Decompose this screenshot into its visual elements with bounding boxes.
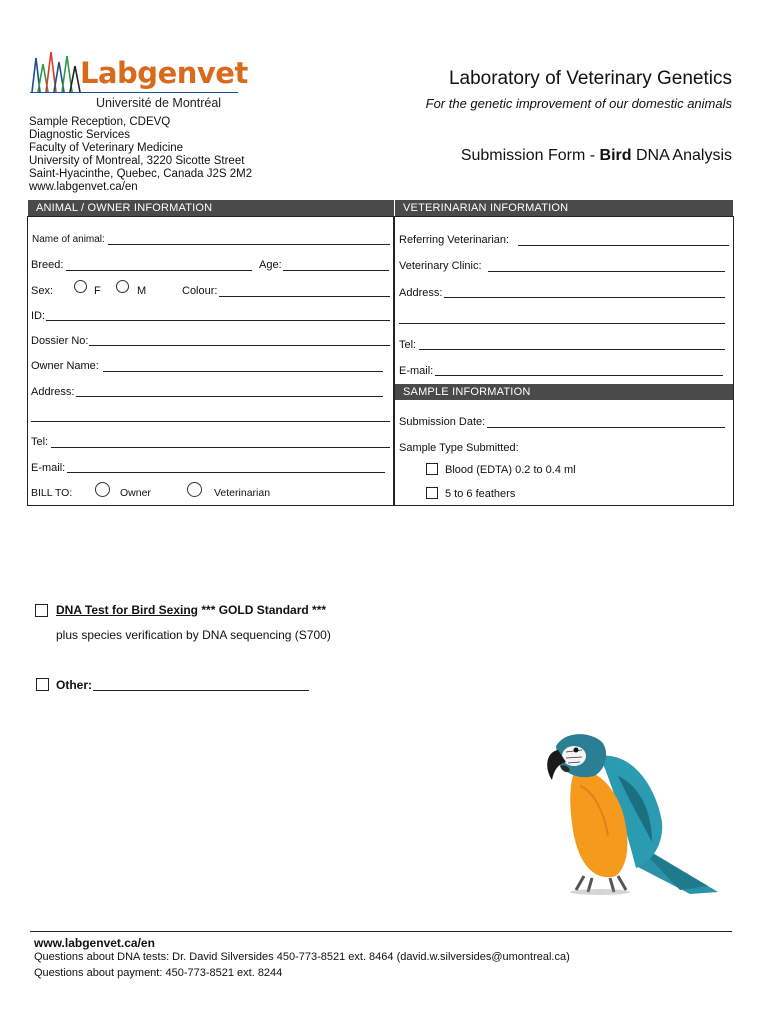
label-referring-vet: Referring Veterinarian: xyxy=(399,234,510,246)
owner-name-field[interactable] xyxy=(103,371,383,372)
feathers-checkbox[interactable] xyxy=(426,487,438,499)
address-line: www.labgenvet.ca/en xyxy=(29,181,138,193)
label-bill-vet: Veterinarian xyxy=(214,487,271,499)
label-vet-email: E-mail: xyxy=(399,365,434,377)
dna-sexing-label: DNA Test for Bird Sexing *** GOLD Standard *** xyxy=(56,603,327,617)
vet-address-field[interactable] xyxy=(444,297,725,298)
label-owner-tel: Tel: xyxy=(31,436,49,448)
bill-owner-radio[interactable] xyxy=(95,482,110,497)
dna-chromatogram-icon xyxy=(30,48,82,94)
colour-field[interactable] xyxy=(219,296,390,297)
address-line: Faculty of Veterinary Medicine xyxy=(29,142,184,154)
blood-checkbox[interactable] xyxy=(426,463,438,475)
form-title: Submission Form - Bird DNA Analysis xyxy=(460,147,732,164)
age-field[interactable] xyxy=(283,270,389,271)
address-line: Diagnostic Services xyxy=(29,129,130,141)
vet-email-field[interactable] xyxy=(435,375,723,376)
name-of-animal-field[interactable] xyxy=(108,244,390,245)
logo-underline xyxy=(30,92,238,93)
label-vet-tel: Tel: xyxy=(399,339,417,351)
other-label: Other: xyxy=(56,678,92,692)
vet-tel-field[interactable] xyxy=(419,349,725,350)
footer-website[interactable]: www.labgenvet.ca/en xyxy=(34,936,155,950)
university-name: Université de Montréal xyxy=(96,96,222,110)
sex-f-radio[interactable] xyxy=(74,280,87,293)
label-vet-clinic: Veterinary Clinic: xyxy=(399,260,482,272)
footer-rule xyxy=(30,931,732,932)
submission-date-field[interactable] xyxy=(487,427,725,428)
other-checkbox[interactable] xyxy=(36,678,49,691)
label-bill-to: BILL TO: xyxy=(31,487,73,499)
section-veterinarian: VETERINARIAN INFORMATION xyxy=(395,200,733,216)
label-sex-f: F xyxy=(94,285,101,297)
label-owner-email: E-mail: xyxy=(31,462,66,474)
label-submission-date: Submission Date: xyxy=(399,416,486,428)
species-verification-label: plus species verification by DNA sequencing (S700) xyxy=(56,628,331,642)
section-animal-owner: ANIMAL / OWNER INFORMATION xyxy=(28,200,394,216)
address-line: Saint-Hyacinthe, Quebec, Canada J2S 2M2 xyxy=(29,168,253,180)
label-id: ID: xyxy=(31,310,46,322)
address-line: University of Montreal, 3220 Sicotte Street xyxy=(29,155,245,167)
parrot-illustration xyxy=(540,726,730,898)
bill-vet-radio[interactable] xyxy=(187,482,202,497)
label-feathers: 5 to 6 feathers xyxy=(445,488,516,500)
label-sex-m: M xyxy=(137,285,147,297)
label-owner-address: Address: xyxy=(31,386,75,398)
address-line: Sample Reception, CDEVQ xyxy=(29,116,171,128)
owner-tel-field[interactable] xyxy=(51,447,390,448)
logo xyxy=(30,48,248,110)
lab-address xyxy=(29,116,252,194)
referring-vet-field[interactable] xyxy=(518,245,729,246)
label-colour: Colour: xyxy=(182,285,218,297)
dossier-field[interactable] xyxy=(89,345,390,346)
footer-payment-questions: Questions about payment: 450-773-8521 ext. 8244 xyxy=(34,967,283,979)
other-field[interactable] xyxy=(93,690,309,691)
owner-address-field[interactable] xyxy=(76,396,383,397)
label-bill-owner: Owner xyxy=(120,487,151,499)
sex-m-radio[interactable] xyxy=(116,280,129,293)
vet-clinic-field[interactable] xyxy=(488,271,725,272)
label-vet-address: Address: xyxy=(399,287,443,299)
label-breed: Breed: xyxy=(31,259,64,271)
section-sample: SAMPLE INFORMATION xyxy=(395,384,733,400)
label-name-of-animal: Name of animal: xyxy=(32,234,105,245)
owner-address-field-2[interactable] xyxy=(31,421,390,422)
label-dossier: Dossier No: xyxy=(31,335,89,347)
dna-sexing-checkbox[interactable] xyxy=(35,604,48,617)
label-blood: Blood (EDTA) 0.2 to 0.4 ml xyxy=(445,464,576,476)
id-field[interactable] xyxy=(46,320,390,321)
label-sample-type: Sample Type Submitted: xyxy=(399,442,519,454)
tagline: For the genetic improvement of our domestic animals xyxy=(425,96,732,111)
vet-address-field-2[interactable] xyxy=(399,323,725,324)
footer-dna-questions: Questions about DNA tests: Dr. David Silversides 450-773-8521 ext. 8464 (david.w.silversides@umontreal.ca) xyxy=(34,951,570,963)
owner-email-field[interactable] xyxy=(67,472,385,473)
logo-text: Labgenvet xyxy=(80,56,248,90)
lab-title: Laboratory of Veterinary Genetics xyxy=(448,68,732,89)
label-sex: Sex: xyxy=(31,285,54,297)
label-age: Age: xyxy=(259,259,282,271)
label-owner-name: Owner Name: xyxy=(31,360,99,372)
breed-field[interactable] xyxy=(66,270,252,271)
